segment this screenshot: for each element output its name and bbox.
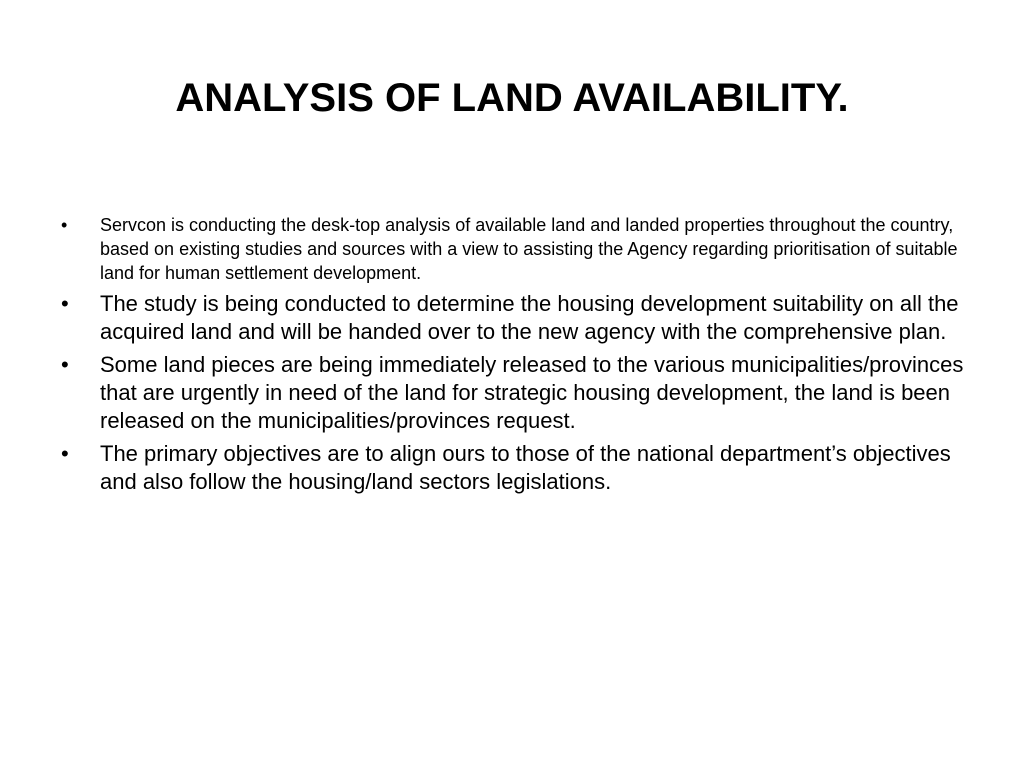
bullet-marker: • xyxy=(61,352,69,377)
bullet-item xyxy=(56,213,976,285)
bullet-list xyxy=(56,213,976,501)
bullet-marker: • xyxy=(61,291,69,316)
bullet-item xyxy=(56,440,976,496)
bullet-item xyxy=(56,290,976,346)
bullet-text: The primary objectives are to align ours to those of the national department’s objectives and also follow the housing/land sectors legislations. xyxy=(100,441,951,494)
bullet-item xyxy=(56,351,976,435)
slide-title: ANALYSIS OF LAND AVAILABILITY. xyxy=(175,76,849,120)
bullet-text: Some land pieces are being immediately released to the various municipalities/provinces that are urgently in need of the land for strategic housing development, the land is been released on the municipalities/provinces request. xyxy=(100,352,964,433)
bullet-marker: • xyxy=(61,441,69,466)
bullet-marker: • xyxy=(61,215,68,235)
bullet-text: The study is being conducted to determine the housing development suitability on all the acquired land and will be handed over to the new agency with the comprehensive plan. xyxy=(100,291,959,344)
bullet-text: Servcon is conducting the desk-top analysis of available land and landed properties throughout the country, based on existing studies and sources with a view to assisting the Agency regarding prioritisation of suitable land for human settlement development. xyxy=(100,215,958,283)
